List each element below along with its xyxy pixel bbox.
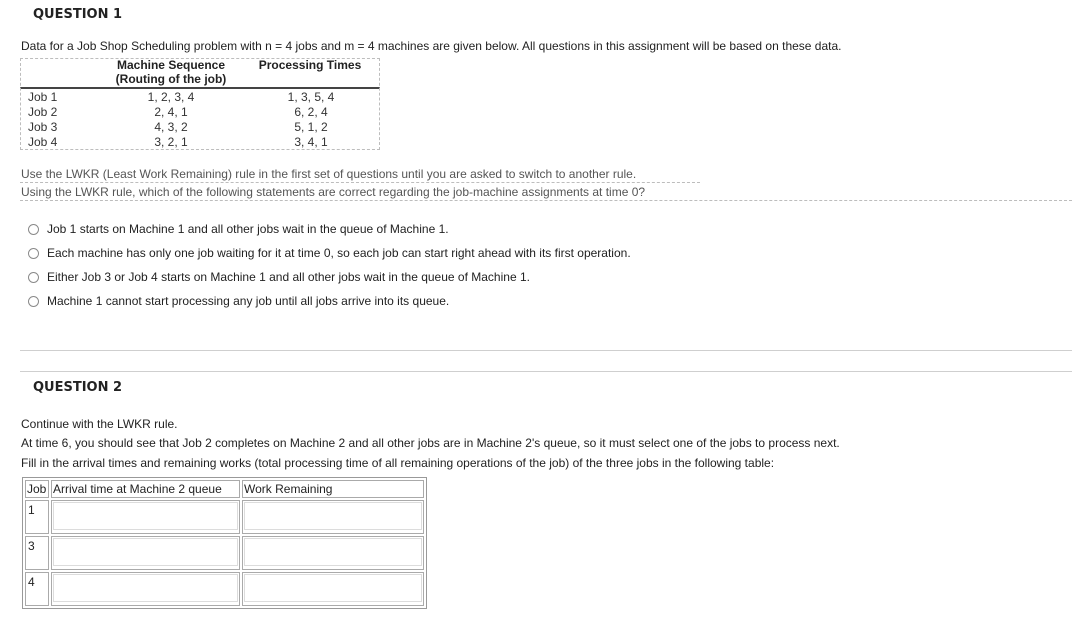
- job-data-table: [20, 58, 380, 150]
- header-work-remaining: Work Remaining: [242, 480, 424, 498]
- header-job: Job: [25, 480, 49, 498]
- question-2-line-1: Continue with the LWKR rule.: [21, 417, 178, 431]
- radio-button[interactable]: [28, 272, 39, 283]
- radio-button[interactable]: [28, 248, 39, 259]
- question-2-line-2: At time 6, you should see that Job 2 completes on Machine 2 and all other jobs are in Machine 2's queue, so it must select one of the jobs to process next.: [21, 436, 840, 450]
- radio-button[interactable]: [28, 224, 39, 235]
- header-arrival-time: Arrival time at Machine 2 queue: [51, 480, 240, 498]
- arrival-time-input[interactable]: [53, 574, 238, 602]
- job-sequence: 4, 3, 2: [154, 120, 188, 134]
- job-times: 6, 2, 4: [294, 105, 328, 119]
- question-2-title: QUESTION 2: [33, 380, 123, 395]
- answer-fill-table: [22, 477, 427, 609]
- job-number: 4: [25, 572, 49, 606]
- work-remaining-input[interactable]: [244, 538, 422, 566]
- question-1-title: QUESTION 1: [33, 7, 123, 22]
- job-number: 3: [25, 536, 49, 570]
- answer-option-4[interactable]: Machine 1 cannot start processing any job until all jobs arrive into its queue.: [28, 292, 449, 310]
- job-sequence: 3, 2, 1: [154, 135, 188, 149]
- col-header-processing-times: Processing Times: [258, 58, 362, 72]
- arrival-time-input[interactable]: [53, 502, 238, 530]
- job-label: Job 2: [28, 105, 58, 119]
- work-remaining-input[interactable]: [244, 502, 422, 530]
- job-number: 1: [25, 500, 49, 534]
- job-label: Job 3: [28, 120, 58, 134]
- job-times: 3, 4, 1: [294, 135, 328, 149]
- rule-note: Use the LWKR (Least Work Remaining) rule in the first set of questions until you are asked to switch to another rule.: [21, 167, 637, 181]
- job-label: Job 1: [28, 90, 58, 104]
- question-1-intro: Data for a Job Shop Scheduling problem with n = 4 jobs and m = 4 machines are given below. All questions in this assignment will be based on these data.: [21, 39, 842, 53]
- job-times: 5, 1, 2: [294, 120, 328, 134]
- arrival-time-input[interactable]: [53, 538, 238, 566]
- answer-option-2[interactable]: Each machine has only one job waiting for it at time 0, so each job can start right ahead with its first operation.: [28, 244, 631, 262]
- job-sequence: 1, 2, 3, 4: [147, 90, 195, 104]
- col-header-machine-sequence: Machine Sequence: [116, 58, 226, 72]
- job-times: 1, 3, 5, 4: [287, 90, 335, 104]
- col-header-routing: (Routing of the job): [115, 72, 227, 86]
- work-remaining-input[interactable]: [244, 574, 422, 602]
- answer-option-1[interactable]: Job 1 starts on Machine 1 and all other jobs wait in the queue of Machine 1.: [28, 220, 449, 238]
- question-1-prompt: Using the LWKR rule, which of the following statements are correct regarding the job-machine assignments at time 0?: [21, 185, 646, 199]
- answer-option-3[interactable]: Either Job 3 or Job 4 starts on Machine 1 and all other jobs wait in the queue of Machine 1.: [28, 268, 530, 286]
- radio-button[interactable]: [28, 296, 39, 307]
- question-2-line-3: Fill in the arrival times and remaining works (total processing time of all remaining operations of the job) of the three jobs in the following table:: [21, 456, 775, 470]
- job-sequence: 2, 4, 1: [154, 105, 188, 119]
- job-label: Job 4: [28, 135, 58, 149]
